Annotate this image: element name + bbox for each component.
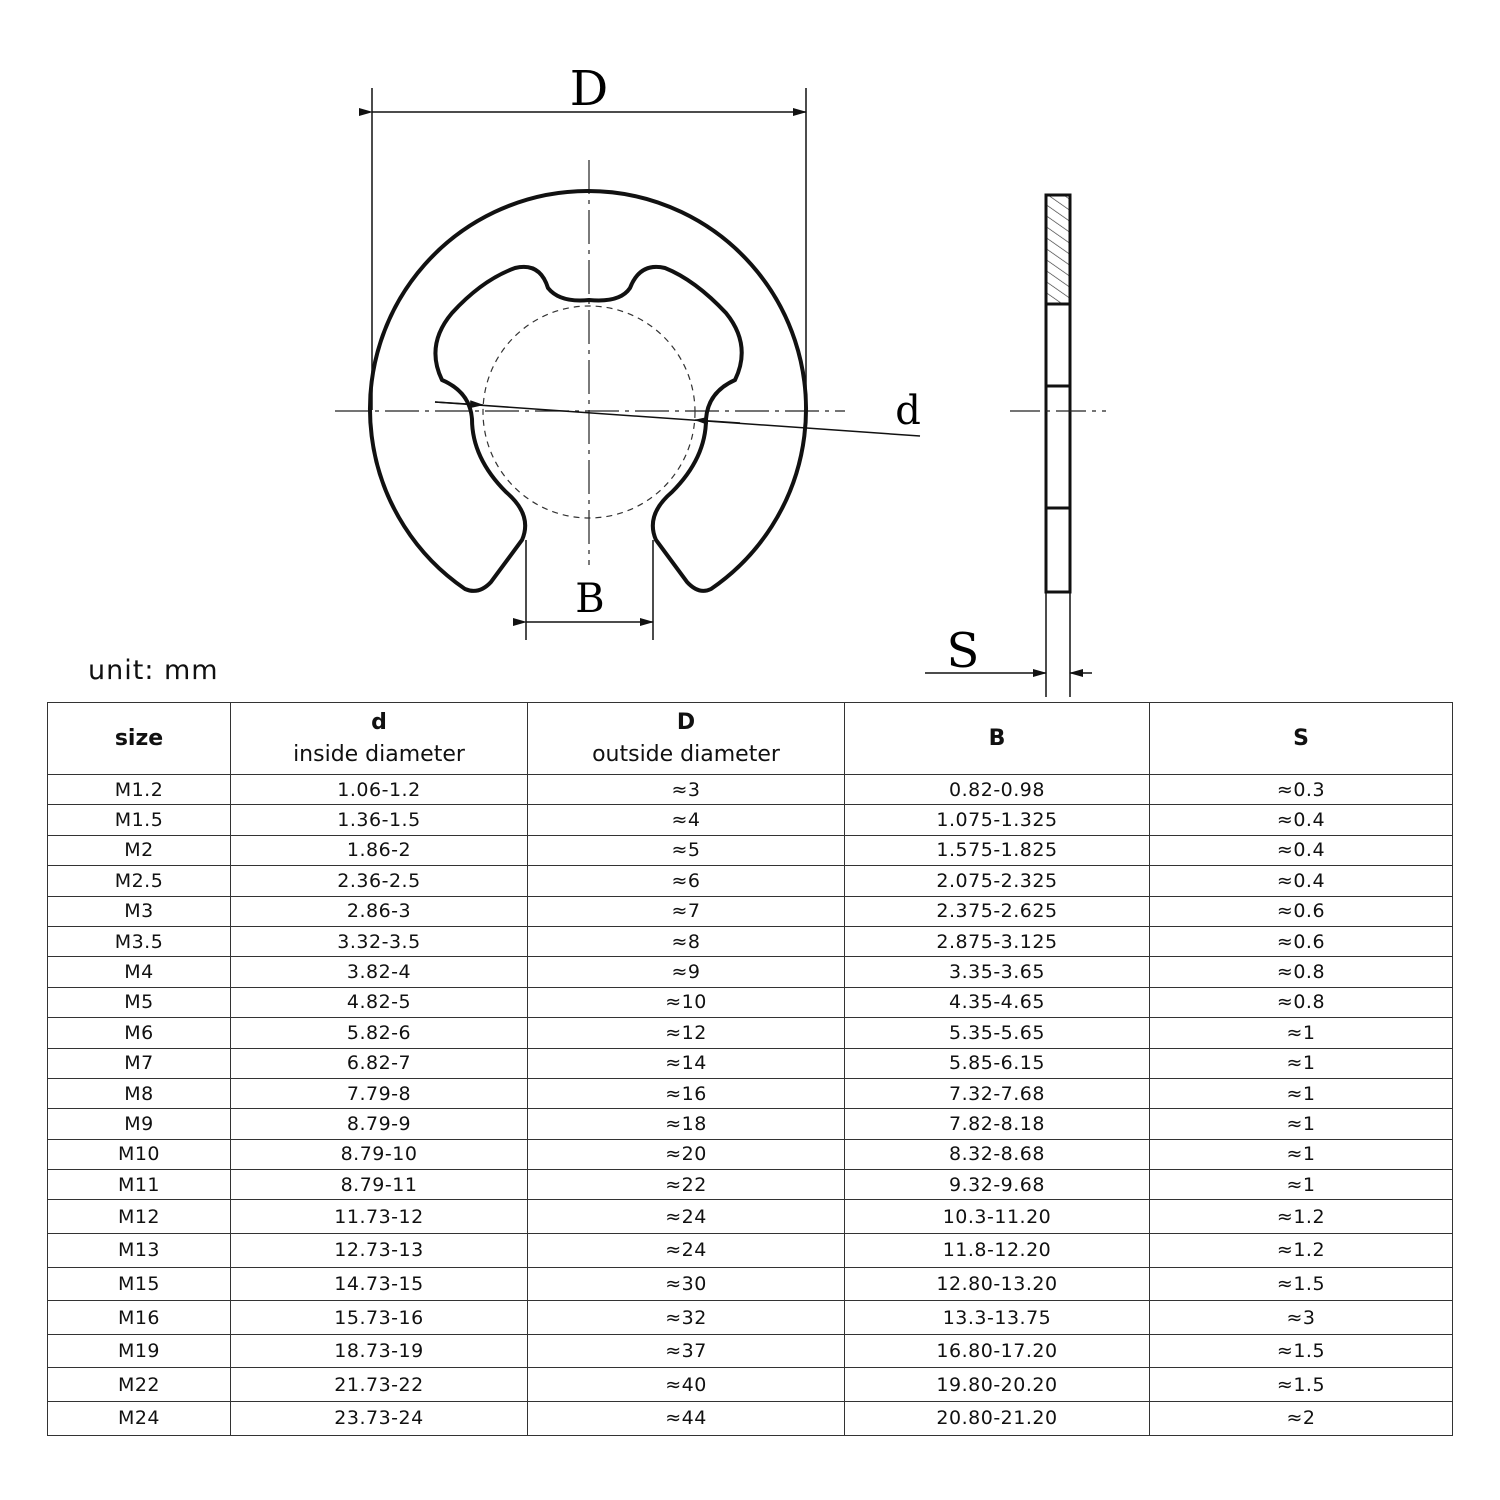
cell-S: ≈0.4	[1150, 835, 1453, 865]
cell-outside-diameter: ≈4	[528, 805, 845, 835]
header-D-desc: outside diameter	[592, 741, 780, 767]
cell-B: 7.32-7.68	[845, 1078, 1150, 1108]
header-B: B	[845, 703, 1150, 775]
table-row	[48, 1018, 1453, 1048]
slot-width-dimension	[526, 540, 653, 640]
cell-B: 20.80-21.20	[845, 1402, 1150, 1436]
cell-S: ≈0.8	[1150, 957, 1453, 987]
cell-outside-diameter: ≈3	[528, 775, 845, 805]
cell-outside-diameter: ≈18	[528, 1109, 845, 1139]
cell-outside-diameter: ≈8	[528, 926, 845, 956]
cell-S: ≈1	[1150, 1170, 1453, 1200]
cell-outside-diameter: ≈5	[528, 835, 845, 865]
dim-label-S: S	[946, 623, 980, 679]
cell-B: 1.075-1.325	[845, 805, 1150, 835]
header-S: S	[1150, 703, 1453, 775]
e-clip-technical-drawing	[0, 0, 1500, 700]
table-row	[48, 1301, 1453, 1335]
cell-B: 2.375-2.625	[845, 896, 1150, 926]
cell-S: ≈1	[1150, 1018, 1453, 1048]
side-view	[1010, 195, 1106, 592]
cell-outside-diameter: ≈22	[528, 1170, 845, 1200]
table-row	[48, 1109, 1453, 1139]
cell-inside-diameter: 8.79-11	[231, 1170, 528, 1200]
table-row	[48, 1402, 1453, 1436]
cell-S: ≈2	[1150, 1402, 1453, 1436]
cell-size: M1.2	[48, 775, 231, 805]
dim-label-d: d	[895, 388, 921, 434]
cell-S: ≈0.4	[1150, 805, 1453, 835]
cell-inside-diameter: 1.86-2	[231, 835, 528, 865]
cell-size: M3	[48, 896, 231, 926]
cell-outside-diameter: ≈6	[528, 866, 845, 896]
cell-inside-diameter: 2.36-2.5	[231, 866, 528, 896]
table-row	[48, 805, 1453, 835]
cell-B: 19.80-20.20	[845, 1368, 1150, 1402]
cell-inside-diameter: 1.06-1.2	[231, 775, 528, 805]
table-body	[48, 775, 1453, 1436]
cell-B: 13.3-13.75	[845, 1301, 1150, 1335]
cell-inside-diameter: 23.73-24	[231, 1402, 528, 1436]
cell-size: M7	[48, 1048, 231, 1078]
cell-inside-diameter: 11.73-12	[231, 1200, 528, 1234]
cell-outside-diameter: ≈24	[528, 1200, 845, 1234]
cell-inside-diameter: 4.82-5	[231, 987, 528, 1017]
cell-size: M19	[48, 1334, 231, 1368]
table-row	[48, 1170, 1453, 1200]
table-row	[48, 926, 1453, 956]
table-row	[48, 775, 1453, 805]
cell-size: M9	[48, 1109, 231, 1139]
cell-B: 1.575-1.825	[845, 835, 1150, 865]
table-row	[48, 835, 1453, 865]
e-clip-outline	[370, 191, 806, 591]
specification-table	[47, 702, 1453, 1436]
cell-S: ≈1.2	[1150, 1234, 1453, 1268]
table-row	[48, 1368, 1453, 1402]
cell-B: 5.85-6.15	[845, 1048, 1150, 1078]
cell-inside-diameter: 5.82-6	[231, 1018, 528, 1048]
cell-inside-diameter: 1.36-1.5	[231, 805, 528, 835]
cell-S: ≈1	[1150, 1078, 1453, 1108]
header-size: size	[48, 703, 231, 775]
table-row	[48, 1234, 1453, 1268]
inside-diameter-dimension	[435, 388, 921, 436]
cell-inside-diameter: 12.73-13	[231, 1234, 528, 1268]
cell-outside-diameter: ≈37	[528, 1334, 845, 1368]
cell-inside-diameter: 21.73-22	[231, 1368, 528, 1402]
cell-outside-diameter: ≈16	[528, 1078, 845, 1108]
table-row	[48, 896, 1453, 926]
cell-B: 9.32-9.68	[845, 1170, 1150, 1200]
cell-B: 3.35-3.65	[845, 957, 1150, 987]
cell-outside-diameter: ≈10	[528, 987, 845, 1017]
cell-inside-diameter: 8.79-9	[231, 1109, 528, 1139]
cell-B: 8.32-8.68	[845, 1139, 1150, 1169]
cell-S: ≈0.3	[1150, 775, 1453, 805]
cell-size: M2	[48, 835, 231, 865]
cell-size: M1.5	[48, 805, 231, 835]
header-inside-diameter	[231, 703, 528, 775]
cell-S: ≈1	[1150, 1139, 1453, 1169]
cell-S: ≈0.6	[1150, 926, 1453, 956]
table-row	[48, 1267, 1453, 1301]
cell-size: M16	[48, 1301, 231, 1335]
center-lines	[335, 160, 845, 565]
cell-outside-diameter: ≈14	[528, 1048, 845, 1078]
table-row	[48, 866, 1453, 896]
cell-size: M4	[48, 957, 231, 987]
cell-S: ≈1.5	[1150, 1368, 1453, 1402]
cell-S: ≈0.6	[1150, 896, 1453, 926]
cell-S: ≈0.8	[1150, 987, 1453, 1017]
cell-size: M3.5	[48, 926, 231, 956]
cell-outside-diameter: ≈32	[528, 1301, 845, 1335]
cell-size: M24	[48, 1402, 231, 1436]
cell-S: ≈1.2	[1150, 1200, 1453, 1234]
dim-label-D: D	[569, 61, 609, 117]
cell-size: M13	[48, 1234, 231, 1268]
header-D-symbol: D	[676, 709, 696, 735]
header-outside-diameter	[528, 703, 845, 775]
cell-inside-diameter: 14.73-15	[231, 1267, 528, 1301]
cell-inside-diameter: 2.86-3	[231, 896, 528, 926]
thickness-dimension	[925, 592, 1092, 697]
cell-S: ≈1.5	[1150, 1334, 1453, 1368]
cell-outside-diameter: ≈20	[528, 1139, 845, 1169]
table-row	[48, 957, 1453, 987]
cell-B: 4.35-4.65	[845, 987, 1150, 1017]
header-d-symbol: d	[371, 709, 387, 735]
cell-outside-diameter: ≈9	[528, 957, 845, 987]
cell-size: M12	[48, 1200, 231, 1234]
cell-size: M10	[48, 1139, 231, 1169]
table-row	[48, 1139, 1453, 1169]
header-d-desc: inside diameter	[293, 741, 465, 767]
cell-size: M6	[48, 1018, 231, 1048]
cell-B: 11.8-12.20	[845, 1234, 1150, 1268]
cell-S: ≈0.4	[1150, 866, 1453, 896]
cell-size: M11	[48, 1170, 231, 1200]
cell-B: 0.82-0.98	[845, 775, 1150, 805]
cell-outside-diameter: ≈44	[528, 1402, 845, 1436]
cell-B: 16.80-17.20	[845, 1334, 1150, 1368]
table-row	[48, 1048, 1453, 1078]
cell-outside-diameter: ≈40	[528, 1368, 845, 1402]
cell-outside-diameter: ≈24	[528, 1234, 845, 1268]
cell-size: M5	[48, 987, 231, 1017]
cell-inside-diameter: 3.32-3.5	[231, 926, 528, 956]
cell-size: M8	[48, 1078, 231, 1108]
cell-B: 2.875-3.125	[845, 926, 1150, 956]
cell-inside-diameter: 8.79-10	[231, 1139, 528, 1169]
table-row	[48, 1334, 1453, 1368]
cell-outside-diameter: ≈30	[528, 1267, 845, 1301]
cell-B: 7.82-8.18	[845, 1109, 1150, 1139]
table-row	[48, 1078, 1453, 1108]
cell-inside-diameter: 3.82-4	[231, 957, 528, 987]
cell-size: M22	[48, 1368, 231, 1402]
table-row	[48, 987, 1453, 1017]
cell-B: 2.075-2.325	[845, 866, 1150, 896]
cell-inside-diameter: 6.82-7	[231, 1048, 528, 1078]
cell-size: M2.5	[48, 866, 231, 896]
cell-B: 10.3-11.20	[845, 1200, 1150, 1234]
cell-inside-diameter: 15.73-16	[231, 1301, 528, 1335]
cell-S: ≈1.5	[1150, 1267, 1453, 1301]
cell-S: ≈3	[1150, 1301, 1453, 1335]
dim-label-B: B	[575, 576, 605, 622]
cell-B: 5.35-5.65	[845, 1018, 1150, 1048]
cell-B: 12.80-13.20	[845, 1267, 1150, 1301]
unit-label: unit: mm	[88, 655, 219, 686]
cell-S: ≈1	[1150, 1109, 1453, 1139]
cell-inside-diameter: 7.79-8	[231, 1078, 528, 1108]
cell-outside-diameter: ≈7	[528, 896, 845, 926]
cell-size: M15	[48, 1267, 231, 1301]
table-header	[48, 703, 1453, 775]
cell-inside-diameter: 18.73-19	[231, 1334, 528, 1368]
table-row	[48, 1200, 1453, 1234]
cell-S: ≈1	[1150, 1048, 1453, 1078]
cell-outside-diameter: ≈12	[528, 1018, 845, 1048]
